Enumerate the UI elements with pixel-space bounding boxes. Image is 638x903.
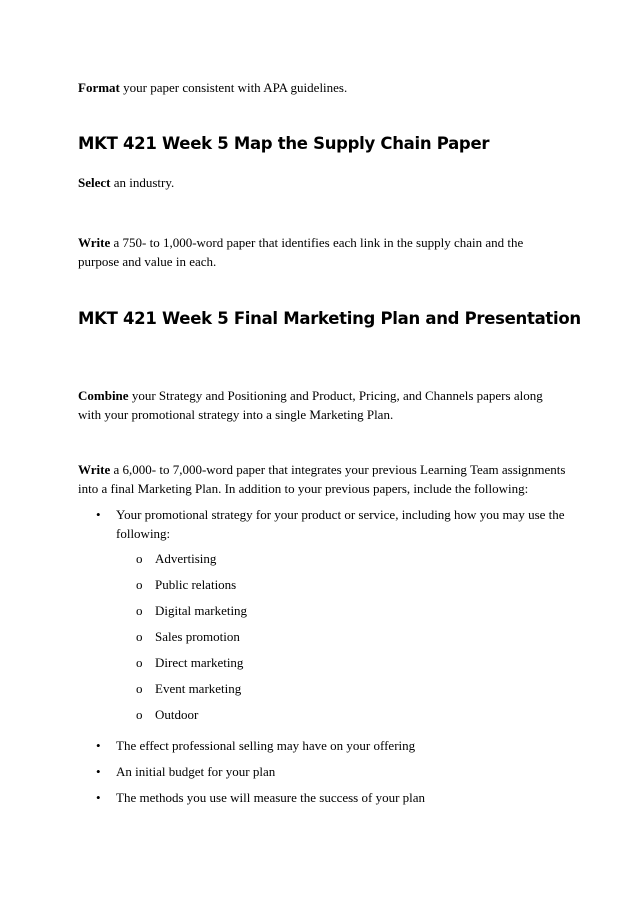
select-lead: Select [78, 175, 111, 190]
sub-text: Sales promotion [155, 629, 240, 644]
sub-marker: o [136, 577, 143, 592]
bullet-text: The methods you use will measure the success of your plan [116, 790, 426, 805]
bullet-marker: • [96, 507, 101, 522]
write2-lead: Write [78, 462, 111, 477]
write-marketing-plan-paragraph [78, 460, 566, 498]
sub-text: Direct marketing [155, 655, 244, 670]
sub-marker: o [136, 629, 143, 644]
bullet-marker: • [96, 738, 101, 753]
sub-text: Digital marketing [155, 603, 248, 618]
bullet-text: An initial budget for your plan [116, 764, 276, 779]
write1-lead: Write [78, 235, 111, 250]
sub-text: Public relations [155, 577, 237, 592]
sub-text: Advertising [155, 551, 217, 566]
write-supply-chain-paragraph [78, 233, 566, 271]
format-text: your paper consistent with APA guidelines. [119, 80, 348, 95]
sub-text: Outdoor [155, 707, 199, 722]
write1-text: a 750- to 1,000-word paper that identifies each link in the supply chain and the purpose and value in each. [78, 235, 524, 269]
format-paragraph [78, 78, 566, 97]
bullet-marker: • [96, 764, 101, 779]
combine-text: your Strategy and Positioning and Product, Pricing, and Channels papers along with your promotional strategy into a single Marketing Plan. [78, 388, 543, 422]
bullet-text: The effect professional selling may have on your offering [116, 738, 416, 753]
select-text: an industry. [110, 175, 175, 190]
bullet-marker: • [96, 790, 101, 805]
format-lead: Format [78, 80, 120, 95]
heading-supply-chain-paper: MKT 421 Week 5 Map the Supply Chain Paper [78, 134, 490, 153]
select-paragraph [78, 173, 566, 192]
sub-text: Event marketing [155, 681, 242, 696]
sub-marker: o [136, 551, 143, 566]
sub-marker: o [136, 655, 143, 670]
heading-final-marketing-plan: MKT 421 Week 5 Final Marketing Plan and Presentation [78, 309, 581, 328]
bullet-text: Your promotional strategy for your product or service, including how you may use the following: [116, 507, 565, 541]
sub-marker: o [136, 603, 143, 618]
combine-paragraph [78, 386, 566, 424]
combine-lead: Combine [78, 388, 129, 403]
sub-marker: o [136, 681, 143, 696]
write2-text: a 6,000- to 7,000-word paper that integrates your previous Learning Team assignments into a final Marketing Plan. In addition to your previous papers, include the following: [78, 462, 566, 496]
sub-marker: o [136, 707, 143, 722]
